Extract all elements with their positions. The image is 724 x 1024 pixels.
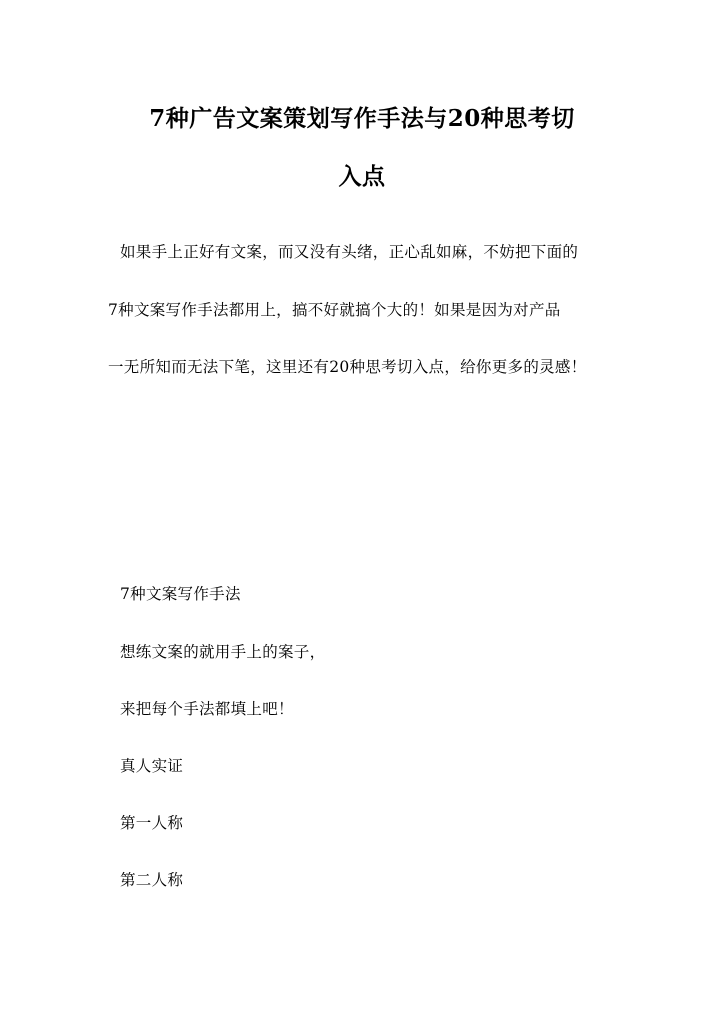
intro-paragraph-line: 7种文案写作手法都用上，搞不好就搞个大的！如果是因为对产品	[108, 301, 561, 319]
list-item: 第一人称	[120, 814, 184, 832]
document-title-line-2: 入点	[338, 163, 386, 190]
body-text-line: 想练文案的就用手上的案子，	[120, 643, 326, 661]
list-item: 真人实证	[120, 757, 184, 775]
intro-paragraph-line: 一无所知而无法下笔，这里还有20种思考切入点，给你更多的灵感！	[108, 358, 587, 376]
body-text-line: 来把每个手法都填上吧！	[120, 700, 294, 718]
section-heading: 7种文案写作手法	[120, 585, 241, 603]
list-item: 第二人称	[120, 871, 184, 889]
intro-paragraph-line: 如果手上正好有文案，而又没有头绪，正心乱如麻，不妨把下面的	[120, 243, 579, 261]
document-title-line-1: 7种广告文案策划写作手法与20种思考切	[149, 105, 575, 132]
